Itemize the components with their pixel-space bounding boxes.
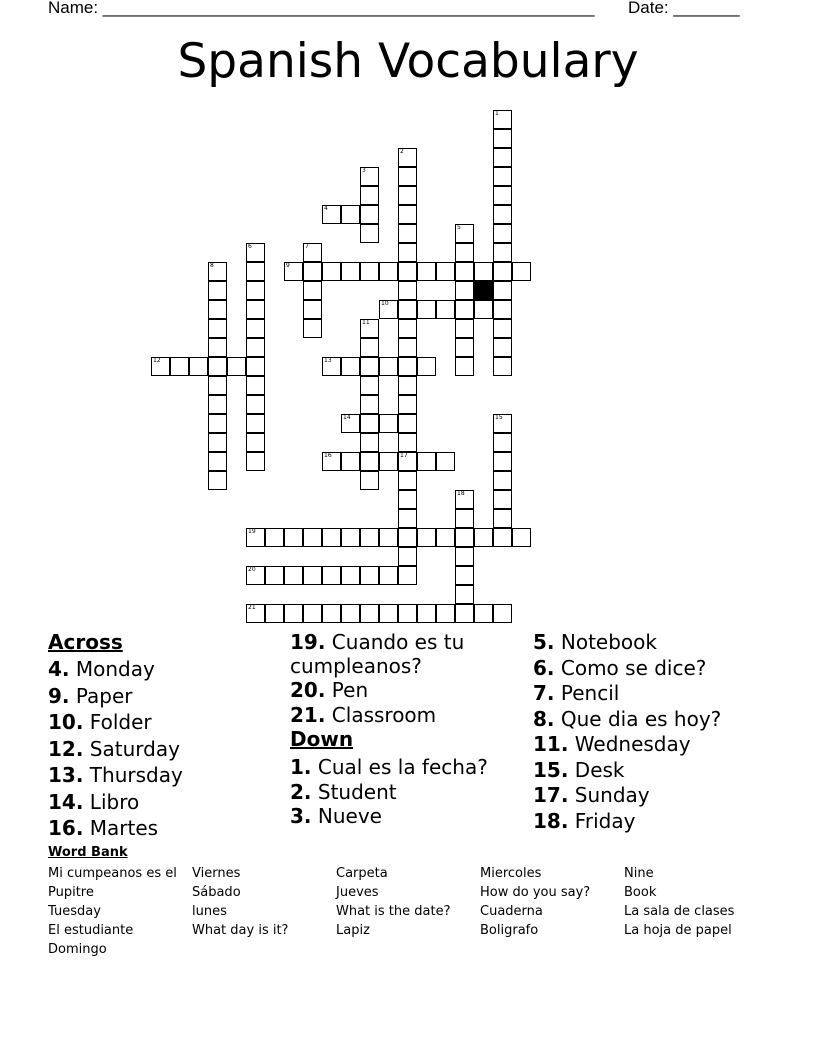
grid-cell[interactable] xyxy=(379,566,398,585)
grid-cell[interactable] xyxy=(284,566,303,585)
name-line: Name: ____________________________________________________ xyxy=(48,0,595,17)
grid-cell[interactable] xyxy=(493,243,512,262)
grid-cell[interactable] xyxy=(512,262,531,281)
grid-cell[interactable] xyxy=(455,300,474,319)
grid-cell[interactable] xyxy=(474,262,493,281)
grid-cell[interactable] xyxy=(360,262,379,281)
clue-number-5: 5 xyxy=(457,224,461,231)
clue-number-9: 9 xyxy=(286,262,290,269)
grid-cell[interactable] xyxy=(398,566,417,585)
clue-number-19: 19 xyxy=(248,528,256,535)
clue-item: 21. Classroom xyxy=(290,702,437,727)
clue-number-8: 8 xyxy=(210,262,214,269)
grid-cell[interactable] xyxy=(455,509,474,528)
clue-item: 1. Cual es la fecha? xyxy=(290,755,488,779)
grid-cell[interactable] xyxy=(398,281,417,300)
grid-cell[interactable] xyxy=(360,433,379,452)
word-bank-item: Pupitre xyxy=(48,885,94,900)
grid-cell[interactable] xyxy=(398,186,417,205)
word-bank-item: What is the date? xyxy=(336,904,451,919)
grid-cell[interactable] xyxy=(360,452,379,471)
grid-cell[interactable] xyxy=(417,604,436,623)
grid-cell[interactable] xyxy=(493,433,512,452)
clue-number-13: 13 xyxy=(324,357,332,364)
grid-cell[interactable] xyxy=(208,471,227,490)
grid-cell[interactable] xyxy=(208,357,227,376)
grid-cell[interactable] xyxy=(208,452,227,471)
grid-cell[interactable] xyxy=(208,338,227,357)
grid-cell[interactable] xyxy=(455,262,474,281)
grid-cell[interactable] xyxy=(455,528,474,547)
grid-cell[interactable] xyxy=(303,300,322,319)
grid-cell[interactable] xyxy=(493,167,512,186)
grid-cell[interactable] xyxy=(246,281,265,300)
grid-cell[interactable] xyxy=(303,281,322,300)
grid-cell[interactable] xyxy=(417,528,436,547)
clue-item: 2. Student xyxy=(290,779,397,804)
grid-cell[interactable] xyxy=(208,319,227,338)
clue-item: 4. Monday xyxy=(48,657,155,681)
clue-number-7: 7 xyxy=(305,243,309,250)
clue-number-3: 3 xyxy=(362,167,366,174)
grid-cell[interactable] xyxy=(398,509,417,528)
grid-cell[interactable] xyxy=(303,566,322,585)
word-bank-item: Book xyxy=(624,885,657,900)
grid-cell[interactable] xyxy=(455,566,474,585)
clue-item: 3. Nueve xyxy=(290,804,382,828)
grid-cell[interactable] xyxy=(341,262,360,281)
grid-cell[interactable] xyxy=(341,205,360,224)
clue-number-4: 4 xyxy=(324,205,328,212)
grid-cell[interactable] xyxy=(398,262,417,281)
down-heading: Down xyxy=(290,727,354,751)
grid-cell[interactable] xyxy=(493,281,512,300)
grid-cell[interactable] xyxy=(493,490,512,509)
grid-cell[interactable] xyxy=(493,338,512,357)
grid-cell[interactable] xyxy=(360,471,379,490)
grid-cell[interactable] xyxy=(417,300,436,319)
grid-cell[interactable] xyxy=(436,452,455,471)
word-bank-item: lunes xyxy=(192,904,227,919)
grid-cell[interactable] xyxy=(398,224,417,243)
clues-column-2 xyxy=(290,630,488,829)
grid-cell[interactable] xyxy=(474,604,493,623)
grid-cell[interactable] xyxy=(360,186,379,205)
grid-cell[interactable] xyxy=(360,414,379,433)
grid-cell[interactable] xyxy=(341,357,360,376)
grid-cell[interactable] xyxy=(455,604,474,623)
grid-cell[interactable] xyxy=(493,129,512,148)
word-bank-item: Domingo xyxy=(48,942,107,957)
grid-cell[interactable] xyxy=(246,433,265,452)
clue-item: 5. Notebook xyxy=(533,630,657,654)
clue-number-21: 21 xyxy=(248,604,256,611)
grid-cell[interactable] xyxy=(493,300,512,319)
word-bank-item: Boligrafo xyxy=(480,923,539,938)
word-bank-item: La sala de clases xyxy=(624,904,735,919)
grid-cell[interactable] xyxy=(417,262,436,281)
word-bank-item: Carpeta xyxy=(336,866,388,881)
grid-cell[interactable] xyxy=(493,319,512,338)
grid-cell[interactable] xyxy=(360,205,379,224)
word-bank-item: Jueves xyxy=(336,885,379,900)
grid-cell[interactable] xyxy=(398,357,417,376)
grid-cell[interactable] xyxy=(398,395,417,414)
grid-cell[interactable] xyxy=(246,376,265,395)
grid-cell[interactable] xyxy=(493,604,512,623)
grid-cell[interactable] xyxy=(303,319,322,338)
grid-cell[interactable] xyxy=(246,319,265,338)
grid-cell[interactable] xyxy=(341,528,360,547)
clue-item: 7. Pencil xyxy=(533,681,620,705)
clue-number-15: 15 xyxy=(495,414,503,421)
grid-cell[interactable] xyxy=(360,224,379,243)
clue-number-14: 14 xyxy=(343,414,351,421)
grid-cell[interactable] xyxy=(360,395,379,414)
word-bank-item: El estudiante xyxy=(48,923,134,938)
grid-cell[interactable] xyxy=(322,528,341,547)
grid-cell[interactable] xyxy=(227,357,246,376)
clue-number-2: 2 xyxy=(400,148,404,155)
grid-cell[interactable] xyxy=(493,357,512,376)
grid-cell[interactable] xyxy=(493,509,512,528)
grid-cell[interactable] xyxy=(360,338,379,357)
clues-column-1 xyxy=(48,630,183,842)
grid-cell[interactable] xyxy=(265,528,284,547)
grid-cell[interactable] xyxy=(493,224,512,243)
grid-cell[interactable] xyxy=(360,528,379,547)
clue-item: 8. Que dia es hoy? xyxy=(533,706,722,731)
grid-cell[interactable] xyxy=(493,452,512,471)
grid-cell[interactable] xyxy=(303,262,322,281)
grid-cell[interactable] xyxy=(303,528,322,547)
grid-cell[interactable] xyxy=(398,547,417,566)
grid-cell[interactable] xyxy=(436,528,455,547)
grid-cell[interactable] xyxy=(379,414,398,433)
grid-cell[interactable] xyxy=(189,357,208,376)
grid-cell[interactable] xyxy=(246,395,265,414)
grid-cell[interactable] xyxy=(208,281,227,300)
word-bank-item: Nine xyxy=(624,866,654,881)
grid-cell[interactable] xyxy=(360,357,379,376)
grid-cell[interactable] xyxy=(493,205,512,224)
grid-cell[interactable] xyxy=(398,433,417,452)
grid-cell[interactable] xyxy=(360,566,379,585)
clue-item: 16. Martes xyxy=(48,816,159,840)
grid-cell[interactable] xyxy=(455,338,474,357)
grid-cell[interactable] xyxy=(246,300,265,319)
grid-cell[interactable] xyxy=(512,528,531,547)
grid-cell[interactable] xyxy=(436,262,455,281)
grid-cell[interactable] xyxy=(379,604,398,623)
grid-cell[interactable] xyxy=(398,205,417,224)
grid-cell[interactable] xyxy=(398,490,417,509)
word-bank-item: Cuaderna xyxy=(480,904,543,919)
grid-cell[interactable] xyxy=(474,528,493,547)
grid-cell[interactable] xyxy=(436,300,455,319)
grid-cell[interactable] xyxy=(379,452,398,471)
grid-cell[interactable] xyxy=(208,376,227,395)
grid-cell[interactable] xyxy=(493,186,512,205)
grid-cell[interactable] xyxy=(398,471,417,490)
word-bank-item: Viernes xyxy=(192,866,241,881)
word-bank-item: Lapiz xyxy=(336,923,370,938)
grid-cell[interactable] xyxy=(246,338,265,357)
grid-cell[interactable] xyxy=(360,604,379,623)
grid-cell[interactable] xyxy=(170,357,189,376)
grid-cell[interactable] xyxy=(398,243,417,262)
grid-cell[interactable] xyxy=(455,243,474,262)
grid-cell[interactable] xyxy=(398,167,417,186)
grid-cell[interactable] xyxy=(417,357,436,376)
grid-cell[interactable] xyxy=(455,319,474,338)
clue-item: 18. Friday xyxy=(533,808,636,833)
grid-cell[interactable] xyxy=(284,528,303,547)
grid-cell[interactable] xyxy=(208,300,227,319)
clue-item: 10. Folder xyxy=(48,710,152,734)
grid-cell[interactable] xyxy=(398,376,417,395)
grid-cell[interactable] xyxy=(341,452,360,471)
grid-cell[interactable] xyxy=(379,357,398,376)
grid-cell[interactable] xyxy=(265,566,284,585)
clue-number-11: 11 xyxy=(362,319,370,326)
grid-cell[interactable] xyxy=(436,604,455,623)
word-bank-item: Sábado xyxy=(192,885,241,900)
date-line: Date: _______ xyxy=(628,0,740,17)
grid-cell[interactable] xyxy=(493,262,512,281)
word-bank-column xyxy=(480,864,590,940)
clue-number-6: 6 xyxy=(248,243,252,250)
word-bank-title: Word Bank xyxy=(48,845,128,860)
clues-column-3 xyxy=(533,630,721,834)
grid-cell[interactable] xyxy=(208,414,227,433)
grid-cell[interactable] xyxy=(398,338,417,357)
clue-item: 20. Pen xyxy=(290,678,369,702)
across-heading: Across xyxy=(48,630,123,654)
grid-cell[interactable] xyxy=(398,414,417,433)
grid-cell[interactable] xyxy=(360,376,379,395)
word-bank-item: Miercoles xyxy=(480,866,542,881)
clue-item: 6. Como se dice? xyxy=(533,655,707,680)
clue-number-17: 17 xyxy=(400,452,408,459)
clue-item: 14. Libro xyxy=(48,789,140,814)
grid-cell[interactable] xyxy=(208,433,227,452)
grid-cell[interactable] xyxy=(379,262,398,281)
clue-number-10: 10 xyxy=(381,300,389,307)
word-bank-item: What day is it? xyxy=(192,923,289,938)
grid-cell[interactable] xyxy=(265,604,284,623)
grid-cell[interactable] xyxy=(493,148,512,167)
grid-cell[interactable] xyxy=(284,604,303,623)
clue-item: 9. Paper xyxy=(48,683,133,708)
grid-cell[interactable] xyxy=(455,585,474,604)
grid-cell[interactable] xyxy=(474,300,493,319)
grid-cell[interactable] xyxy=(493,528,512,547)
clue-item: 17. Sunday xyxy=(533,783,650,807)
clue-number-12: 12 xyxy=(153,357,161,364)
grid-cell[interactable] xyxy=(246,452,265,471)
grid-cell[interactable] xyxy=(398,319,417,338)
word-bank-column xyxy=(192,864,288,940)
word-bank-item: How do you say? xyxy=(480,885,591,900)
clue-item: 12. Saturday xyxy=(48,736,180,761)
grid-cell[interactable] xyxy=(341,566,360,585)
grid-cell[interactable] xyxy=(246,262,265,281)
grid-cell[interactable] xyxy=(246,357,265,376)
grid-cell[interactable] xyxy=(417,452,436,471)
grid-cell[interactable] xyxy=(208,395,227,414)
grid-cell[interactable] xyxy=(246,414,265,433)
black-square xyxy=(474,281,493,300)
grid-cell[interactable] xyxy=(455,357,474,376)
word-bank-item: Mi cumpeanos es el xyxy=(48,866,177,881)
clue-item: 11. Wednesday xyxy=(533,732,691,756)
clue-item: 15. Desk xyxy=(533,757,625,782)
grid-cell[interactable] xyxy=(455,281,474,300)
word-bank-column xyxy=(48,864,177,959)
word-bank-item: La hoja de papel xyxy=(624,923,732,938)
clue-number-18: 18 xyxy=(457,490,465,497)
clue-number-1: 1 xyxy=(495,110,499,117)
word-bank-column xyxy=(336,864,451,940)
grid-cell[interactable] xyxy=(455,547,474,566)
page-title: Spanish Vocabulary xyxy=(177,34,639,89)
grid-cell[interactable] xyxy=(322,566,341,585)
clue-item: 19. Cuando es tu xyxy=(290,630,465,654)
grid-cell[interactable] xyxy=(398,604,417,623)
grid-cell[interactable] xyxy=(303,604,322,623)
word-bank-item: Tuesday xyxy=(48,904,101,919)
grid-cell[interactable] xyxy=(398,300,417,319)
clue-number-20: 20 xyxy=(248,566,256,573)
grid-cell[interactable] xyxy=(341,604,360,623)
clue-item-continued: cumpleanos? xyxy=(290,654,422,678)
clue-number-16: 16 xyxy=(324,452,332,459)
grid-cell[interactable] xyxy=(398,528,417,547)
grid-cell[interactable] xyxy=(493,471,512,490)
grid-cell[interactable] xyxy=(379,528,398,547)
clue-item: 13. Thursday xyxy=(48,763,183,787)
grid-cell[interactable] xyxy=(322,262,341,281)
grid-cell[interactable] xyxy=(322,604,341,623)
word-bank-column xyxy=(624,864,734,940)
